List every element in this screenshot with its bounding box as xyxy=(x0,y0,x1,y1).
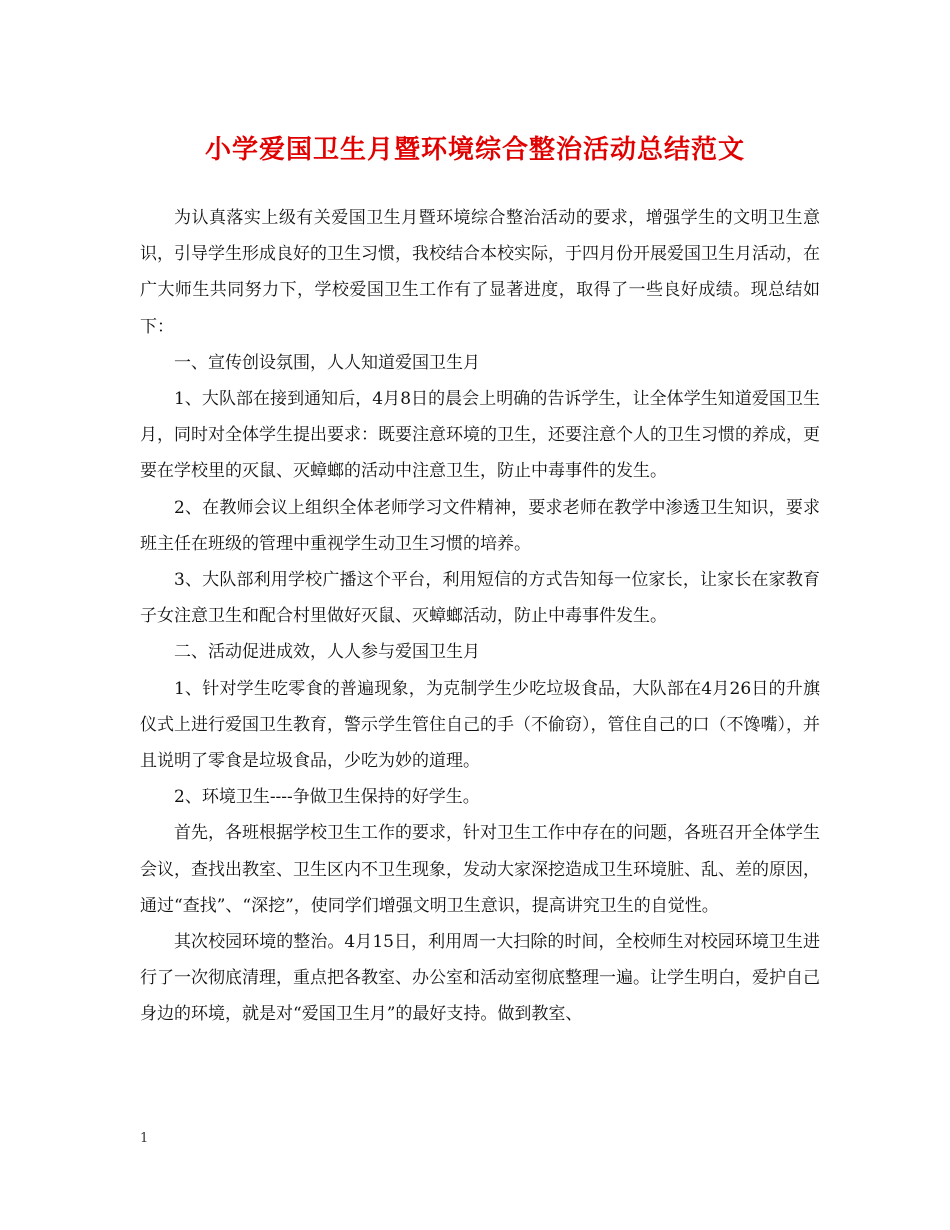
document-body xyxy=(140,200,820,1033)
paragraph: 其次校园环境的整治。4月15日，利用周一大扫除的时间，全校师生对校园环境卫生进行了一次彻底清理，重点把各教室、办公室和活动室彻底整理一遍。让学生明白，爱护自己身边的环境，就是对“爱国卫生月”的最好支持。做到教室、 xyxy=(140,932,820,1025)
paragraph: 2、在教师会议上组织全体老师学习文件精神，要求老师在教学中渗透卫生知识，要求班主任在班级的管理中重视学生动卫生习惯的培养。 xyxy=(140,497,820,554)
intro-paragraph: 为认真落实上级有关爱国卫生月暨环境综合整治活动的要求，增强学生的文明卫生意识，引导学生形成良好的卫生习惯，我校结合本校实际，于四月份开展爱国卫生月活动，在广大师生共同努力下，学校爱国卫生工作有了显著进度，取得了一些良好成绩。现总结如下： xyxy=(140,208,820,337)
page-number: 1 xyxy=(140,1131,149,1146)
paragraph: 2、环境卫生----争做卫生保持的好学生。 xyxy=(174,787,480,808)
section-heading-2: 二、活动促进成效，人人参与爱国卫生月 xyxy=(174,642,480,663)
paragraph: 1、针对学生吃零食的普遍现象，为克制学生少吃垃圾食品，大队部在4月26日的升旗仪式上进行爱国卫生教育，警示学生管住自己的手（不偷窃），管住自己的口（不馋嘴），并且说明了零食是垃圾食品，少吃为妙的道理。 xyxy=(140,678,820,772)
document-title: 小学爱国卫生月暨环境综合整治活动总结范文 xyxy=(204,135,745,165)
paragraph: 1、大队部在接到通知后，4月8日的晨会上明确的告诉学生，让全体学生知道爱国卫生月，同时对全体学生提出要求：既要注意环境的卫生，还要注意个人的卫生习惯的养成，更要在学校里的灭鼠、灭蟑螂的活动中注意卫生，防止中毒事件的发生。 xyxy=(140,389,820,482)
paragraph: 3、大队部利用学校广播这个平台，利用短信的方式告知每一位家长，让家长在家教育子女注意卫生和配合村里做好灭鼠、灭蟑螂活动，防止中毒事件发生。 xyxy=(140,570,820,627)
paragraph: 首先，各班根据学校卫生工作的要求，针对卫生工作中存在的问题，各班召开全体学生会议，查找出教室、卫生区内不卫生现象，发动大家深挖造成卫生环境脏、乱、差的原因，通过“查找”、“深挖”，使同学们增强文明卫生意识，提高讲究卫生的自觉性。 xyxy=(140,823,820,916)
section-heading-1: 一、宣传创设氛围，人人知道爱国卫生月 xyxy=(174,352,480,373)
